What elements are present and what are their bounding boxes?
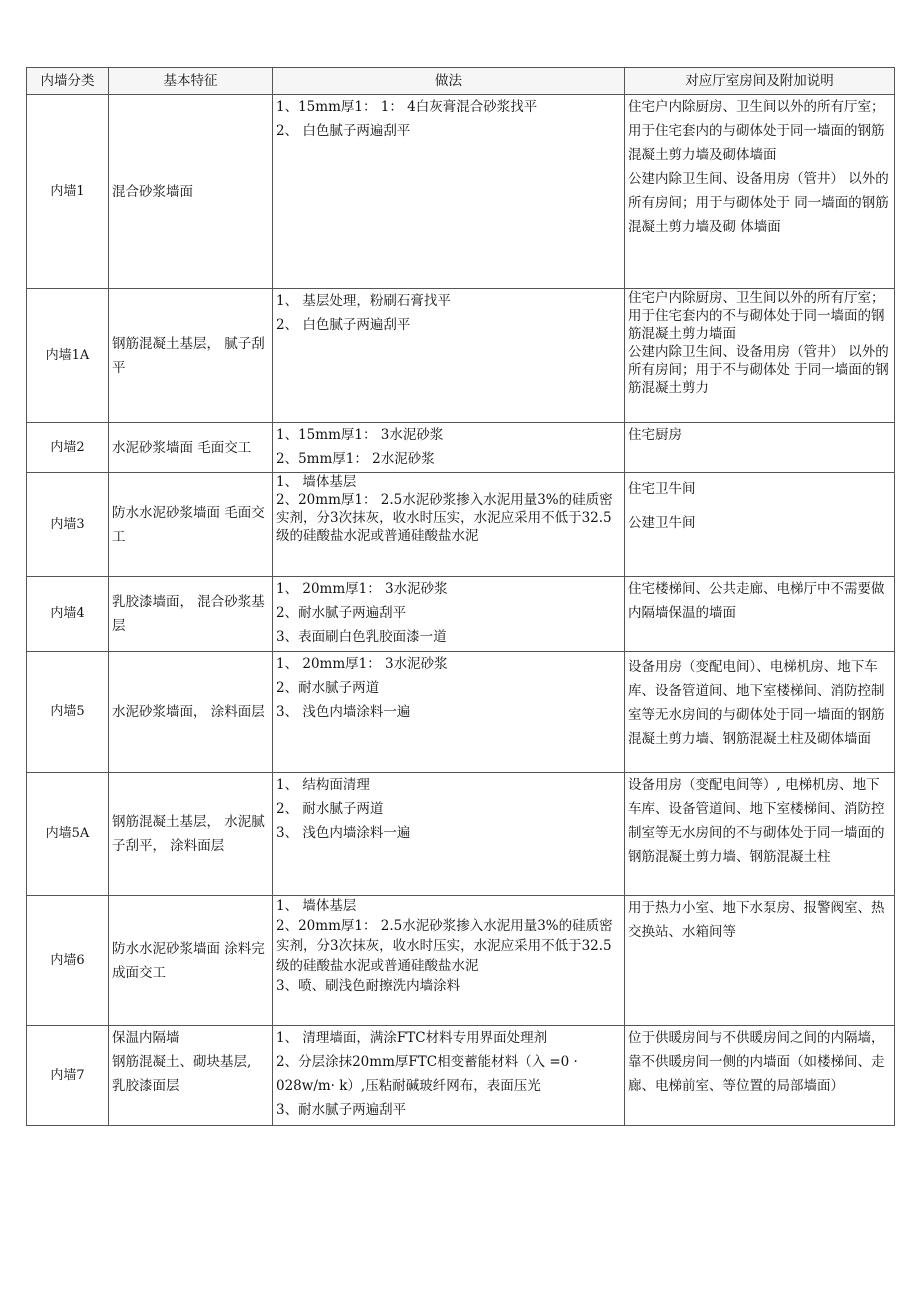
table-row — [27, 423, 895, 473]
table-row — [27, 773, 895, 896]
method-step: 1、 20mm厚1： 3水泥砂浆 — [276, 656, 448, 672]
method-step: 3、 浅色内墙涂料一遍 — [276, 825, 411, 841]
note-text: 住宅厨房 — [628, 427, 682, 443]
note-text: 住宅卫牛间 — [628, 481, 696, 497]
row-feature: 乳胶漆墙面， 混合砂浆基层 — [109, 577, 273, 652]
table-row — [27, 95, 895, 289]
row-feature — [109, 1026, 273, 1126]
note-text: 住宅户内除厨房、卫生间以外的所有厅室；用于住宅套内的不与砌体处于同一墙面的钢筋混凝土剪力墙面 — [628, 290, 885, 342]
method-step: 2、 白色腻子两遍刮平 — [276, 123, 411, 139]
row-feature: 钢筋混凝土基层， 水泥腻子刮平， 涂料面层 — [109, 773, 273, 896]
method-step: 2、20mm厚1： 2.5水泥砂浆掺入水泥用量3%的硅质密实剂，分3次抹灰，收水时压实，水泥应采用不低于32.5级的硅酸盐水泥或普通硅酸盐水泥 — [276, 918, 613, 974]
header-row — [27, 68, 895, 95]
row-category: 内墙1A — [27, 289, 109, 423]
table-row — [27, 577, 895, 652]
method-step: 3、耐水腻子两遍刮平 — [276, 1102, 407, 1118]
method-step: 1、 墙体基层 — [276, 474, 357, 490]
method-step: 1、 结构面清理 — [276, 777, 370, 793]
row-method — [273, 1026, 625, 1126]
row-method — [273, 773, 625, 896]
row-method — [273, 652, 625, 773]
row-notes — [625, 95, 895, 289]
row-notes — [625, 423, 895, 473]
note-text: 设备用房（变配电间）、电梯机房、地下车库、设备管道间、地下室楼梯间、消防控制室等无水房间的与砌体处于同一墙面的钢筋混凝土剪力墙、钢筋混凝土柱及砌体墙面 — [628, 659, 885, 747]
method-step: 1、15mm厚1： 3水泥砂浆 — [276, 427, 444, 443]
row-method — [273, 896, 625, 1026]
method-step: 2、耐水腻子两遍刮平 — [276, 605, 407, 621]
header-method: 做法 — [273, 68, 625, 95]
row-feature: 防水水泥砂浆墙面 涂料完成面交工 — [109, 896, 273, 1026]
row-notes — [625, 1026, 895, 1126]
header-feature: 基本特征 — [109, 68, 273, 95]
note-text: 公建内除卫生间、设备用房（管井） 以外的所有房间；用于不与砌体处 于同一墙面的钢筋混凝土剪力 — [628, 344, 889, 396]
table-row — [27, 473, 895, 577]
row-method — [273, 289, 625, 423]
row-category: 内墙2 — [27, 423, 109, 473]
feature-line: 钢筋混凝土、砌块基层, — [112, 1054, 252, 1070]
feature-line: 乳胶漆面层 — [112, 1078, 180, 1094]
row-notes — [625, 473, 895, 577]
method-step: 2、 耐水腻子两道 — [276, 801, 384, 817]
note-text: 设备用房（变配电间等）, 电梯机房、地下车库、设备管道间、地下室楼梯间、消防控制室等无水房间的不与砌体处于同一墙面的钢筋混凝土剪力墙、钢筋混凝土柱 — [628, 777, 885, 865]
row-method — [273, 95, 625, 289]
header-category: 内墙分类 — [27, 68, 109, 95]
method-step: 1、 基层处理，粉刷石膏找平 — [276, 293, 451, 309]
row-feature: 钢筋混凝土基层， 腻子刮平 — [109, 289, 273, 423]
row-method — [273, 423, 625, 473]
row-feature: 水泥砂浆墙面 毛面交工 — [109, 423, 273, 473]
row-category: 内墙5 — [27, 652, 109, 773]
row-notes — [625, 577, 895, 652]
note-text: 住宅楼梯间、公共走廊、电梯厅中不需要做内隔墙保温的墙面 — [628, 581, 885, 621]
method-step: 3、 浅色内墙涂料一遍 — [276, 704, 411, 720]
header-notes: 对应厅室房间及附加说明 — [625, 68, 895, 95]
row-category: 内墙1 — [27, 95, 109, 289]
method-step: 2、分层涂抹20mm厚FTC相变蓄能材料（入 =0 · 028w/m· k）,压粘耐碱玻纤网布，表面压光 — [276, 1054, 583, 1094]
note-text: 公建内除卫生间、设备用房（管井） 以外的所有房间；用于与砌体处于 同一墙面的钢筋混凝土剪力墙及砌 体墙面 — [628, 171, 889, 235]
table-row — [27, 289, 895, 423]
method-step: 1、 20mm厚1： 3水泥砂浆 — [276, 581, 448, 597]
note-text: 位于供暖房间与不供暖房间之间的内隔墙，靠不供暖房间一侧的内墙面（如楼梯间、走廊、电梯前室、等位置的局部墙面） — [628, 1030, 885, 1094]
note-text: 公建卫牛间 — [628, 515, 696, 531]
row-method — [273, 577, 625, 652]
row-category: 内墙4 — [27, 577, 109, 652]
method-step: 2、耐水腻子两道 — [276, 680, 380, 696]
row-category: 内墙6 — [27, 896, 109, 1026]
method-step: 2、 白色腻子两遍刮平 — [276, 317, 411, 333]
row-feature: 水泥砂浆墙面， 涂料面层 — [109, 652, 273, 773]
table-row — [27, 652, 895, 773]
method-step: 2、20mm厚1： 2.5水泥砂浆掺入水泥用量3%的硅质密实剂，分3次抹灰，收水时压实，水泥应采用不低于32.5级的硅酸盐水泥或普通硅酸盐水泥 — [276, 492, 613, 544]
feature-line: 保温内隔墙 — [112, 1030, 180, 1046]
method-step: 2、5mm厚1： 2水泥砂浆 — [276, 451, 435, 467]
row-notes — [625, 652, 895, 773]
row-notes — [625, 773, 895, 896]
table-row — [27, 896, 895, 1026]
method-step: 3、表面刷白色乳胶面漆一道 — [276, 629, 447, 645]
row-feature: 混合砂浆墙面 — [109, 95, 273, 289]
note-text: 住宅户内除厨房、卫生间以外的所有厅室；用于住宅套内的与砌体处于同一墙面的钢筋混凝土剪力墙及砌体墙面 — [628, 99, 885, 163]
wall-finish-table — [26, 67, 895, 1126]
row-method — [273, 473, 625, 577]
row-notes — [625, 896, 895, 1026]
row-notes — [625, 289, 895, 423]
table-row — [27, 1026, 895, 1126]
method-step: 1、 清理墙面，满涂FTC材料专用界面处理剂 — [276, 1030, 548, 1046]
row-feature: 防水水泥砂浆墙面 毛面交工 — [109, 473, 273, 577]
method-step: 1、 墙体基层 — [276, 898, 357, 914]
row-category: 内墙5A — [27, 773, 109, 896]
method-step: 1、15mm厚1： 1： 4白灰膏混合砂浆找平 — [276, 99, 538, 115]
row-category: 内墙7 — [27, 1026, 109, 1126]
note-text: 用于热力小室、地下水泵房、报警阀室、热交换站、水箱间等 — [628, 900, 885, 940]
row-category: 内墙3 — [27, 473, 109, 577]
method-step: 3、喷、刷浅色耐擦洗内墙涂料 — [276, 978, 461, 994]
